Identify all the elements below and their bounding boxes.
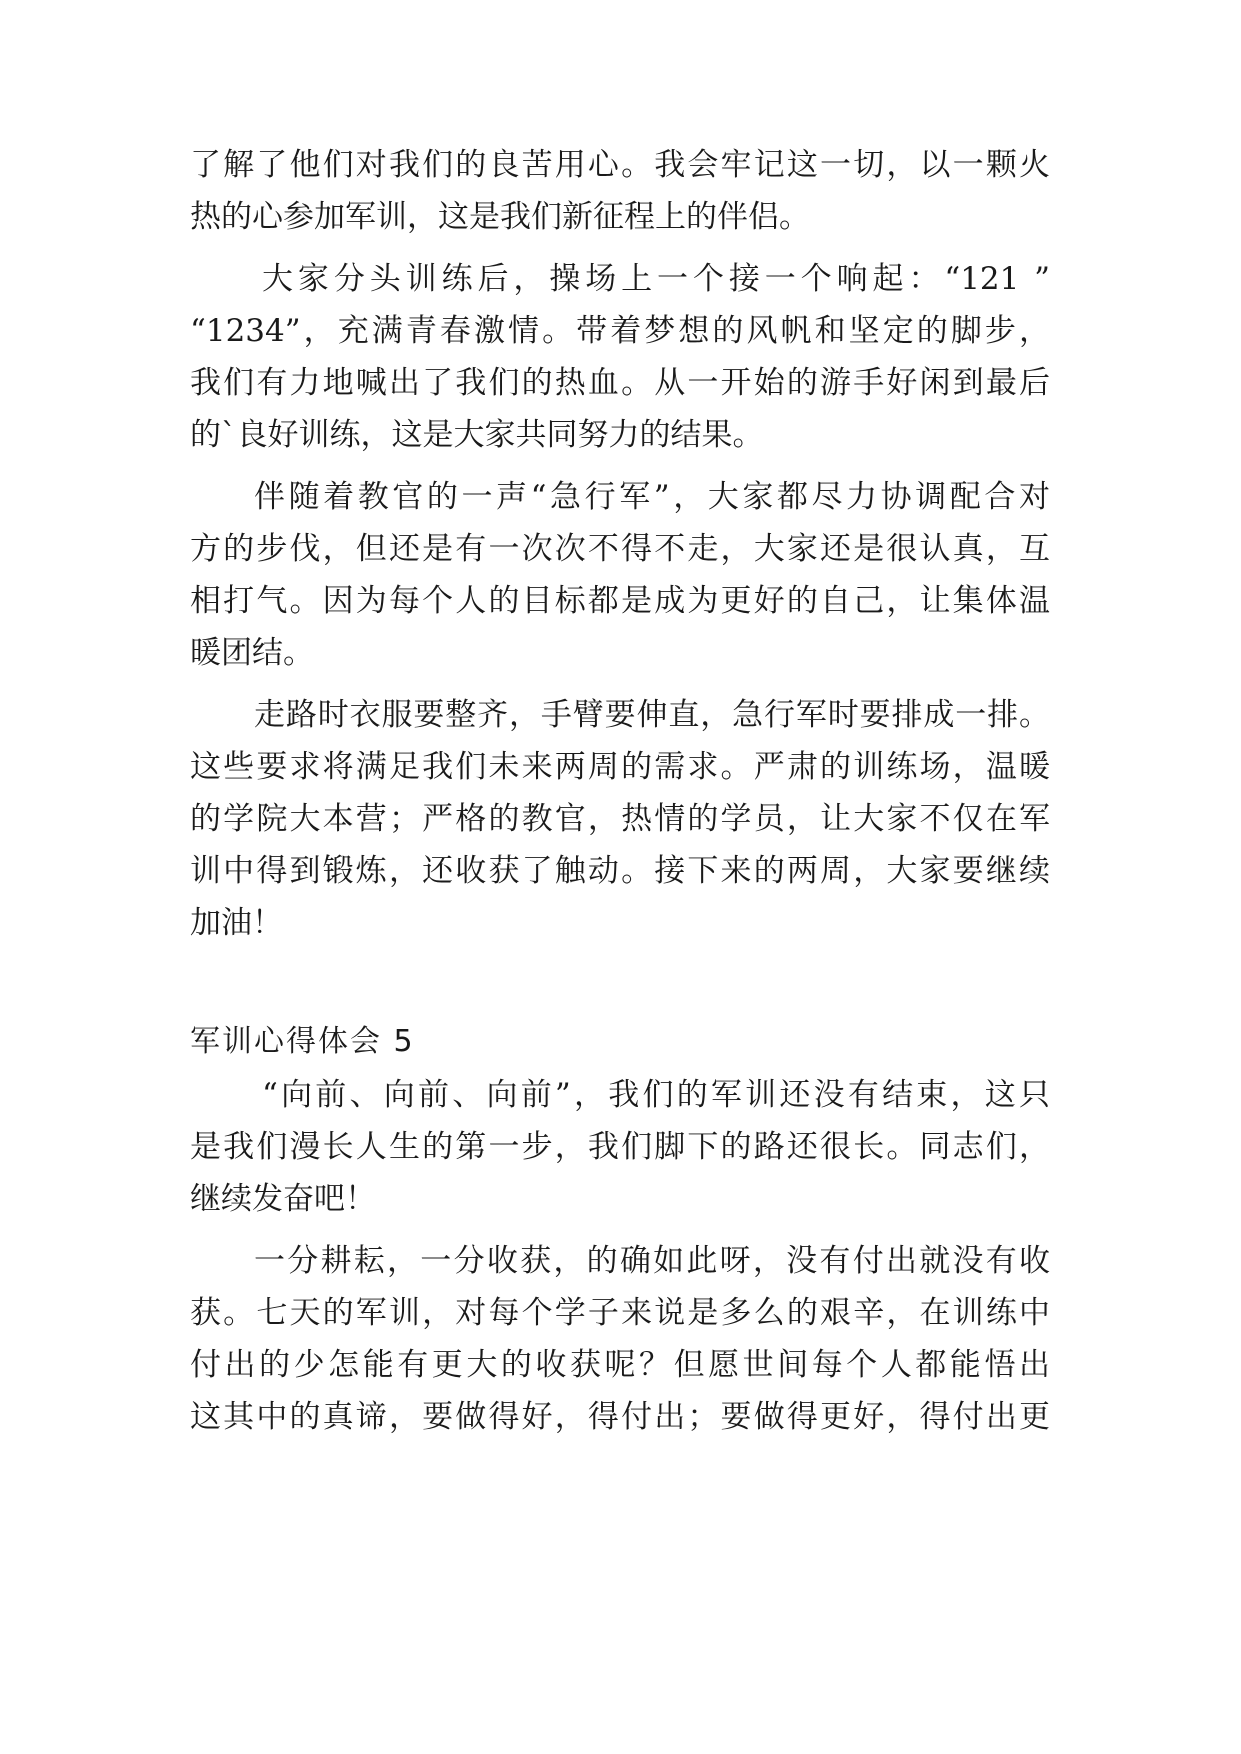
paragraph-line: “1234”，充满青春激情。带着梦想的风帆和坚定的脚步， bbox=[190, 313, 1050, 349]
paragraph-line: 训中得到锻炼，还收获了触动。接下来的两周，大家要继续 bbox=[190, 853, 1050, 889]
paragraph-line: 走路时衣服要整齐，手臂要伸直，急行军时要排成一排。 bbox=[254, 697, 1050, 733]
paragraph-line: 暖团结。 bbox=[190, 635, 314, 671]
paragraph-line: 了解了他们对我们的良苦用心。我会牢记这一切，以一颗火 bbox=[190, 147, 1050, 183]
paragraph-line: 相打气。因为每个人的目标都是成为更好的自己，让集体温 bbox=[190, 583, 1050, 619]
paragraph-line: 这些要求将满足我们未来两周的需求。严肃的训练场，温暖 bbox=[190, 749, 1050, 785]
paragraph-line: 的学院大本营；严格的教官，热情的学员，让大家不仅在军 bbox=[190, 801, 1050, 837]
paragraph-line: “向前、向前、向前”，我们的军训还没有结束，这只 bbox=[262, 1077, 1050, 1113]
paragraph-line: 付出的少怎能有更大的收获呢？但愿世间每个人都能悟出 bbox=[190, 1347, 1050, 1383]
paragraph-line: 这其中的真谛，要做得好，得付出；要做得更好，得付出更 bbox=[190, 1399, 1050, 1435]
paragraph-line: 继续发奋吧！ bbox=[190, 1181, 376, 1217]
paragraph-line: 的`良好训练，这是大家共同努力的结果。 bbox=[190, 417, 764, 453]
paragraph-line: 大家分头训练后，操场上一个接一个响起：“121 ” bbox=[262, 261, 1050, 297]
paragraph-line: 加油！ bbox=[190, 905, 283, 941]
paragraph-line: 一分耕耘，一分收获，的确如此呀，没有付出就没有收 bbox=[254, 1243, 1050, 1279]
paragraph-line: 获。七天的军训，对每个学子来说是多么的艰辛，在训练中 bbox=[190, 1295, 1050, 1331]
section-title: 军训心得体会 5 bbox=[190, 1024, 415, 1059]
paragraph-line: 是我们漫长人生的第一步，我们脚下的路还很长。同志们， bbox=[190, 1129, 1050, 1165]
paragraph-line: 我们有力地喊出了我们的热血。从一开始的游手好闲到最后 bbox=[190, 365, 1050, 401]
paragraph-line: 方的步伐，但还是有一次次不得不走，大家还是很认真，互 bbox=[190, 531, 1050, 567]
paragraph-line: 热的心参加军训，这是我们新征程上的伴侣。 bbox=[190, 199, 810, 235]
paragraph-line: 伴随着教官的一声“急行军”，大家都尽力协调配合对 bbox=[254, 479, 1050, 515]
